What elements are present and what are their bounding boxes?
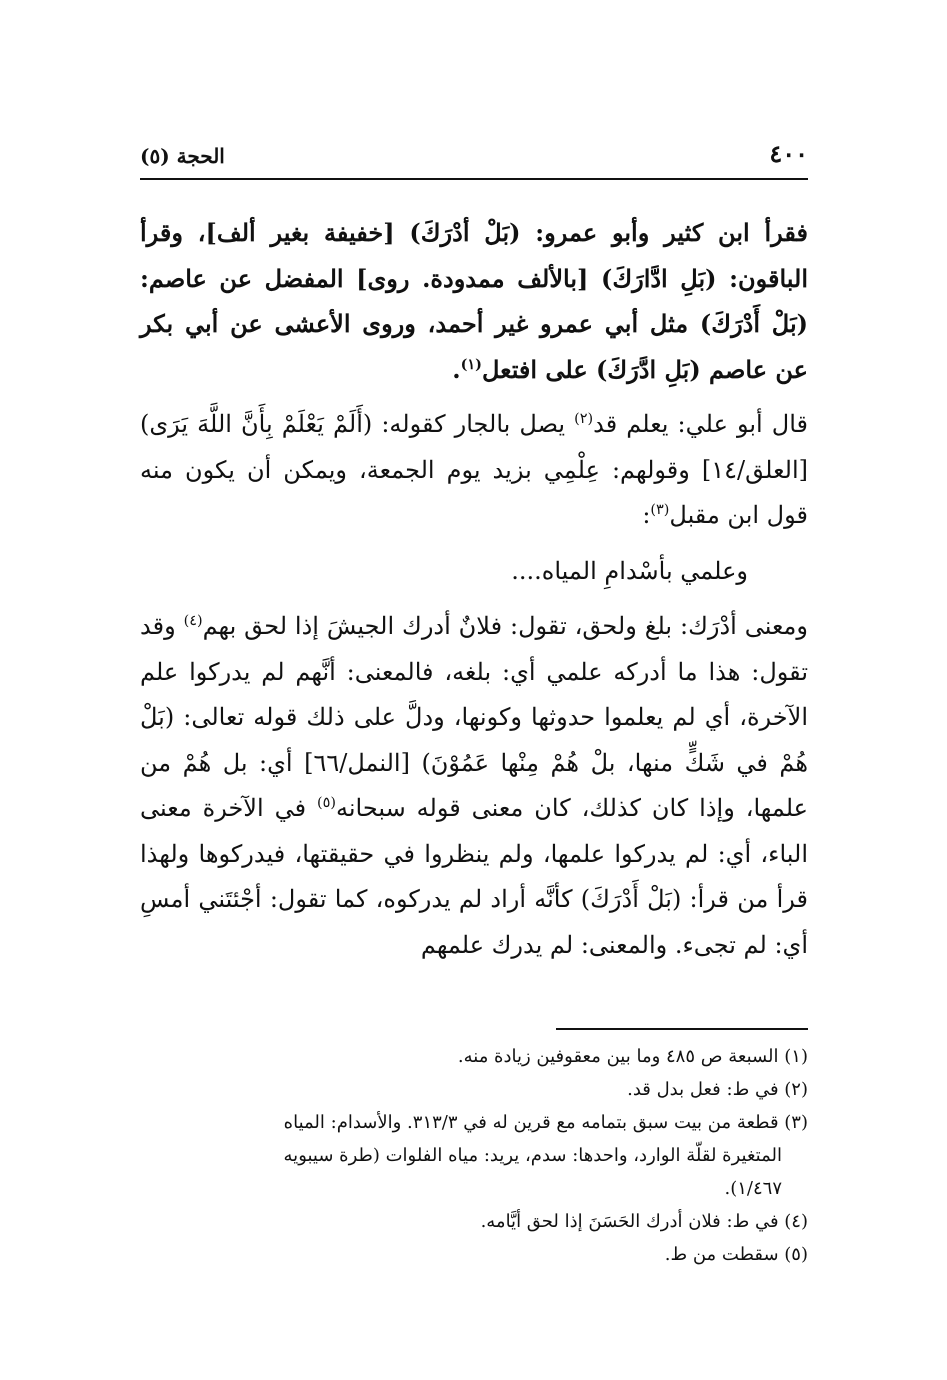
footnote-ref: (٤) [183,613,203,629]
page-number: ٤٠٠ [769,139,808,168]
footnote-2: (٢) في ط: فعل بدل قد. [627,1079,808,1100]
footnote-ref: (٥) [317,795,336,811]
paragraph-text: وقد تقول: هذا ما أدركه علمي أي: بلغه، فالمعنى: أنَّهم لم يدركوا علم الآخرة، أي لم يعلموا حدوثها وكونها، ودلَّ على ذلك قوله تعالى: (بَلْ هُمْ في شَكٍّ منها، بلْ هُمْ مِنْها عَمُوْنَ) [النمل/٦٦] أي: بل هُمْ من علمها، وإذا كان كذلك، كان معنى قوله سبحانه [140,612,809,822]
header-rule [140,178,808,180]
footnote-ref: (٢) [574,411,594,427]
paragraph-text: ومعنى أدْرَك: بلغ ولحق، تقول: فلانٌ أدرك الجيشَ إذا لحق بهم [202,612,809,640]
paragraph-abu-ali [140,402,808,539]
verse-line: وعلمي بأسْدامِ المياه.... [511,556,748,585]
paragraph-text: يصل بالجار كقوله: (أَلَمْ يَعْلَمْ بِأَنَّ اللَّهَ يَرَى) [العلق/١٤] وقولهم: عِلْمِي بزيد يوم الجمعة، ويمكن أن يكون منه قول ابن مقبل [140,410,808,529]
paragraph-text: في الآخرة معنى الباء، أي: لم يدركوا علمها، ولم ينظروا في حقيقتها، فيدركوها ولهذا قرأ من قرأ: (بَلْ أَدْرَكَ) كأنَّه أراد لم يدركوه، كما تقول: أجْئتَني أمسِ أي: لم تجىء. والمعنى: لم يدرك علمهم [140,794,808,959]
paragraph-text: فقرأ ابن كثير وأبو عمرو: (بَلْ أدْرَكَ) [خفيفة بغير ألف]، وقرأ الباقون: (بَلِ ادَّارَكَ) [بالألف ممدودة. روى] المفضل عن عاصم: (بَلْ أَدْرَكَ) مثل أبي عمرو غير أحمد، وروى الأعشى عن أبي بكر عن عاصم (بَلِ ادَّرَكَ) على افتعل [140,218,808,384]
footnotes [140,1040,808,1271]
paragraph-end: : [642,501,651,529]
paragraph-end: . [452,354,461,384]
paragraph-text: قال أبو علي: يعلم قد [593,410,808,438]
footnote-ref: (٣) [650,502,670,518]
footnote-ref: (١) [460,355,482,373]
footnote-3: (٣) قطعة من بيت سبق بتمامه مع قرين له في ٣١٣/٣. والأسدام: المياه [283,1112,808,1133]
footnote-separator [556,1028,808,1030]
footnote-4: (٤) في ط: فلان أدرك الحَسَنَ إذا لحق أيَّامه. [480,1211,808,1232]
footnote-5: (٥) سقطت من ط. [664,1244,808,1265]
paragraph-meaning [140,604,808,968]
running-title: الحجة (٥) [140,144,225,168]
page-header [140,128,808,168]
main-text [140,210,808,968]
paragraph-reading-variants [140,210,808,392]
footnote-3-cont: المتغيرة لقلّة الوارد، واحدها: سدم، يريد: مياه الفلوات (طرة سيبويه [283,1145,782,1166]
footnote-3-end: ١/٤٦٧). [724,1178,782,1199]
footnote-1: (١) السبعة ص ٤٨٥ وما بين معقوفين زيادة منه. [457,1046,808,1067]
